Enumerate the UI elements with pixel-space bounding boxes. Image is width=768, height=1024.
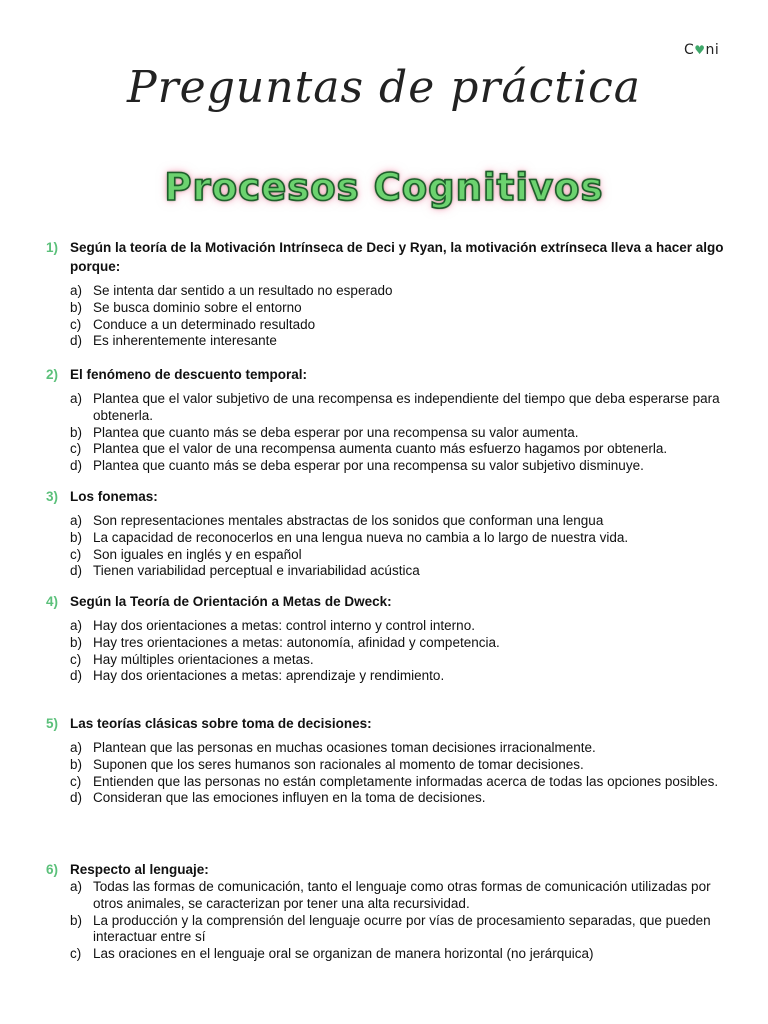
option-letter: a) bbox=[70, 513, 83, 528]
option-letter: b) bbox=[70, 756, 83, 772]
option-text: Las oraciones en el lenguaje oral se organizan de manera horizontal (no jerárquica) bbox=[93, 946, 594, 962]
option-list bbox=[70, 618, 726, 685]
option-text: Hay dos orientaciones a metas: control interno y control interno. bbox=[93, 618, 475, 633]
answer-option bbox=[70, 283, 726, 300]
question-block bbox=[46, 860, 726, 963]
option-letter: b) bbox=[70, 424, 83, 440]
question-block bbox=[46, 365, 726, 475]
answer-option bbox=[70, 668, 726, 685]
answer-option bbox=[70, 391, 726, 425]
option-text: Plantea que el valor de una recompensa aumenta cuanto más esfuerzo hagamos por obtenerla. bbox=[93, 441, 668, 457]
option-letter: b) bbox=[70, 634, 83, 650]
question-number: 2) bbox=[46, 367, 59, 382]
option-list bbox=[70, 513, 726, 580]
answer-option bbox=[70, 652, 726, 669]
question-block bbox=[46, 238, 726, 350]
question-text: Las teorías clásicas sobre toma de decisiones: bbox=[70, 716, 372, 731]
option-letter: c) bbox=[70, 651, 82, 667]
option-letter: c) bbox=[70, 773, 82, 789]
option-letter: c) bbox=[70, 946, 82, 962]
option-text: Plantea que cuanto más se deba esperar por una recompensa su valor aumenta. bbox=[93, 424, 579, 440]
question-text: Los fonemas: bbox=[70, 489, 158, 504]
option-letter: b) bbox=[70, 529, 83, 545]
option-text: Es inherentemente interesante bbox=[93, 333, 277, 349]
option-text: Hay tres orientaciones a metas: autonomía, afinidad y competencia. bbox=[93, 634, 500, 650]
answer-option bbox=[70, 946, 726, 963]
author-signature bbox=[684, 42, 719, 58]
answer-option bbox=[70, 441, 726, 458]
option-letter: a) bbox=[70, 618, 83, 633]
option-list bbox=[70, 391, 726, 475]
option-text: La producción y la comprensión del lenguaje ocurre por vías de procesamiento separadas, que pueden interactuar entre sí bbox=[93, 912, 711, 945]
option-letter: d) bbox=[70, 458, 83, 474]
option-text: Consideran que las emociones influyen en la toma de decisiones. bbox=[93, 790, 486, 806]
question-heading bbox=[46, 238, 726, 276]
option-letter: a) bbox=[70, 283, 83, 298]
answer-option bbox=[70, 530, 726, 547]
option-text: Hay dos orientaciones a metas: aprendizaje y rendimiento. bbox=[93, 668, 445, 684]
option-text: Entienden que las personas no están completamente informadas acerca de todas las opciones posibles. bbox=[93, 773, 719, 789]
option-list bbox=[70, 740, 726, 807]
subject-banner: Procesos Cognitivos bbox=[164, 166, 604, 209]
answer-option bbox=[70, 547, 726, 564]
answer-option bbox=[70, 618, 726, 635]
option-letter: d) bbox=[70, 668, 83, 684]
option-text: Son iguales en inglés y en español bbox=[93, 546, 302, 562]
option-text: Plantea que el valor subjetivo de una recompensa es independiente del tiempo que deba esperarse para obtenerla. bbox=[93, 391, 720, 423]
option-letter: a) bbox=[70, 391, 83, 406]
option-letter: c) bbox=[70, 546, 82, 562]
option-text: Se intenta dar sentido a un resultado no esperado bbox=[93, 283, 393, 298]
question-number: 1) bbox=[46, 240, 59, 255]
question-block bbox=[46, 487, 726, 580]
answer-option bbox=[70, 513, 726, 530]
question-text: Respecto al lenguaje: bbox=[70, 862, 209, 877]
heart-icon: ♥ bbox=[694, 43, 706, 57]
option-text: Plantea que cuanto más se deba esperar por una recompensa su valor subjetivo disminuye. bbox=[93, 458, 644, 474]
question-block bbox=[46, 714, 726, 807]
answer-option bbox=[70, 300, 726, 317]
answer-option bbox=[70, 774, 726, 791]
option-text: Tienen variabilidad perceptual e invariabilidad acústica bbox=[93, 563, 420, 579]
question-heading bbox=[46, 860, 726, 879]
answer-option bbox=[70, 740, 726, 757]
option-letter: a) bbox=[70, 879, 83, 894]
option-letter: d) bbox=[70, 563, 83, 579]
question-number: 3) bbox=[46, 489, 59, 504]
option-text: Todas las formas de comunicación, tanto el lenguaje como otras formas de comunicación utilizadas por otros animales, se caracterizan por tener una alta recursividad. bbox=[93, 879, 711, 911]
answer-option bbox=[70, 425, 726, 442]
answer-option bbox=[70, 563, 726, 580]
option-text: Son representaciones mentales abstractas de los sonidos que conforman una lengua bbox=[93, 513, 604, 528]
answer-option bbox=[70, 757, 726, 774]
question-number: 5) bbox=[46, 716, 59, 731]
option-letter: b) bbox=[70, 299, 83, 315]
question-heading bbox=[46, 365, 726, 384]
option-letter: d) bbox=[70, 333, 83, 349]
question-number: 4) bbox=[46, 594, 59, 609]
answer-option bbox=[70, 790, 726, 807]
question-number: 6) bbox=[46, 862, 59, 877]
question-heading bbox=[46, 592, 726, 611]
signature-initial: C bbox=[684, 42, 695, 58]
question-heading bbox=[46, 487, 726, 506]
question-block bbox=[46, 592, 726, 685]
question-text: El fenómeno de descuento temporal: bbox=[70, 367, 308, 382]
option-text: Hay múltiples orientaciones a metas. bbox=[93, 651, 314, 667]
signature-tail: ni bbox=[705, 42, 720, 58]
question-text: Según la Teoría de Orientación a Metas de Dweck: bbox=[70, 594, 392, 609]
answer-option bbox=[70, 635, 726, 652]
option-letter: c) bbox=[70, 441, 82, 457]
answer-option bbox=[70, 458, 726, 475]
question-heading bbox=[46, 714, 726, 733]
option-letter: b) bbox=[70, 912, 83, 928]
option-text: Conduce a un determinado resultado bbox=[93, 316, 316, 332]
option-text: Se busca dominio sobre el entorno bbox=[93, 299, 302, 315]
option-letter: c) bbox=[70, 316, 82, 332]
page-title: Preguntas de práctica bbox=[127, 62, 641, 113]
option-letter: a) bbox=[70, 740, 83, 755]
option-list bbox=[70, 283, 726, 350]
answer-option bbox=[70, 913, 726, 947]
option-list bbox=[70, 879, 726, 963]
option-letter: d) bbox=[70, 790, 83, 806]
question-text: Según la teoría de la Motivación Intrínseca de Deci y Ryan, la motivación extrínseca lleva a hacer algo porque: bbox=[70, 240, 724, 274]
option-text: Suponen que los seres humanos son racionales al momento de tomar decisiones. bbox=[93, 756, 584, 772]
answer-option bbox=[70, 879, 726, 913]
answer-option bbox=[70, 317, 726, 334]
answer-option bbox=[70, 333, 726, 350]
option-text: La capacidad de reconocerlos en una lengua nueva no cambia a lo largo de nuestra vida. bbox=[93, 529, 629, 545]
option-text: Plantean que las personas en muchas ocasiones toman decisiones irracionalmente. bbox=[93, 740, 596, 755]
